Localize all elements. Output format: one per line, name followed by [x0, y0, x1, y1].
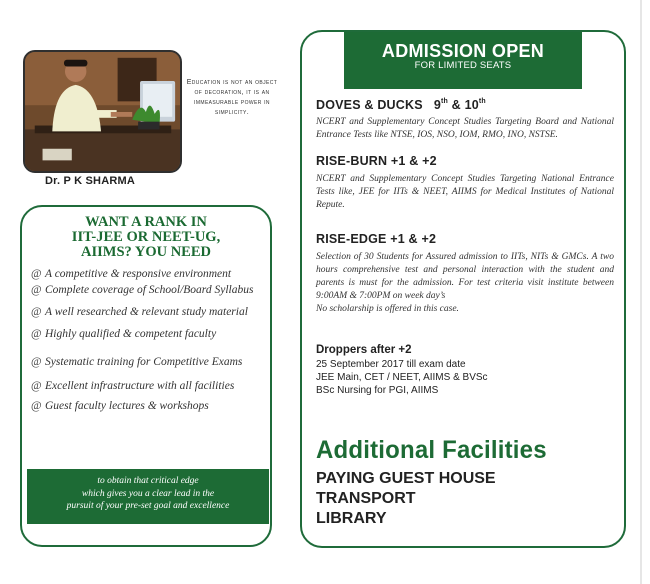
doves-ducks-heading	[316, 98, 486, 112]
list-item: LIBRARY	[316, 510, 387, 527]
droppers-details	[316, 358, 616, 397]
footer-line: to obtain that critical edge	[97, 476, 199, 486]
list-item	[31, 379, 271, 393]
rank-requirements-box	[20, 205, 272, 547]
rise-edge-note: No scholarship is offered in this case.	[316, 304, 459, 314]
rise-edge-description: Selection of 30 Students for Assured admission to IITs, NITs & GMCs. A two hours comprehensive test and personal interaction with the student and parents is must for the admission. For test criteria visit institute between 9:00AM & 7:00PM on week day’s	[316, 252, 614, 301]
grade-number: 9	[433, 98, 441, 112]
at-bullet: @	[31, 328, 42, 340]
at-bullet: @	[31, 380, 42, 392]
list-item	[31, 355, 271, 369]
rank-box-title	[22, 215, 270, 260]
rank-title-line: WANT A RANK IN	[85, 214, 207, 230]
footer-line: pursuit of your pre-set goal and excellence	[66, 501, 230, 511]
rank-feature-text: Complete coverage of School/Board Syllabus	[45, 284, 254, 296]
additional-facilities-title: Additional Facilities	[316, 436, 547, 464]
list-item	[31, 305, 271, 319]
grade-number: 10	[464, 98, 479, 112]
grade-suffix: th	[440, 98, 448, 105]
droppers-line: JEE Main, CET / NEET, AIIMS & BVSc	[316, 372, 488, 383]
droppers-line: BSc Nursing for PGI, AIIMS	[316, 385, 439, 396]
program-name: DOVES & DUCKS	[316, 98, 423, 112]
rank-feature-text: A well researched & relevant study material	[45, 306, 248, 318]
footer-line: which gives you a clear lead in the	[81, 488, 215, 499]
rank-feature-text: Highly qualified & competent faculty	[45, 328, 217, 340]
admission-banner-title: ADMISSION OPEN	[381, 41, 545, 61]
rank-feature-text: Systematic training for Competitive Exams	[45, 356, 243, 368]
director-photo-illustration	[25, 52, 180, 171]
admission-box	[300, 30, 626, 548]
rank-title-line: AIIMS? YOU NEED	[81, 244, 211, 260]
facilities-list	[316, 469, 496, 529]
rank-feature-text: A competitive & responsive environment	[45, 268, 232, 280]
rise-edge-heading: RISE-EDGE +1 & +2	[316, 232, 437, 246]
at-bullet: @	[31, 268, 42, 280]
grade-separator: &	[451, 98, 461, 112]
education-quote: Education is not an object of decoration, it is an immeasurable power in simplicity.	[186, 79, 278, 116]
doves-ducks-description: NCERT and Supplementary Concept Studies Targeting Board and National Entrance Tests like NTSE, IOS, NSO, IOM, RMO, INO, NSTSE.	[316, 117, 614, 140]
list-item	[31, 327, 271, 341]
admission-banner-subtitle: FOR LIMITED SEATS	[414, 60, 512, 71]
rise-burn-heading: RISE-BURN +1 & +2	[316, 154, 437, 168]
at-bullet: @	[31, 306, 42, 318]
page-edge-divider	[640, 0, 642, 584]
droppers-heading: Droppers after +2	[316, 344, 412, 356]
rank-title-line: IIT-JEE OR NEET-UG,	[71, 229, 221, 245]
droppers-line: 25 September 2017 till exam date	[316, 359, 466, 370]
list-item	[31, 399, 271, 413]
director-name: Dr. P K SHARMA	[45, 175, 135, 187]
grade-suffix: th	[478, 98, 486, 105]
rank-feature-text: Guest faculty lectures & workshops	[45, 400, 209, 412]
rise-burn-description: NCERT and Supplementary Concept Studies Targeting National Entrance Tests like, JEE for IITs & NEET, AIIMS for Medical Institutes of National Repute.	[316, 174, 614, 210]
at-bullet: @	[31, 356, 42, 368]
list-item: PAYING GUEST HOUSE	[316, 470, 496, 487]
rank-box-footer	[27, 469, 269, 524]
list-item	[31, 283, 271, 297]
rank-feature-list	[31, 267, 271, 413]
director-photo	[23, 50, 182, 173]
rank-feature-text: Excellent infrastructure with all facilities	[45, 380, 235, 392]
list-item	[31, 267, 271, 281]
list-item: TRANSPORT	[316, 490, 416, 507]
at-bullet: @	[31, 400, 42, 412]
at-bullet: @	[31, 284, 42, 296]
admission-banner	[344, 32, 582, 89]
